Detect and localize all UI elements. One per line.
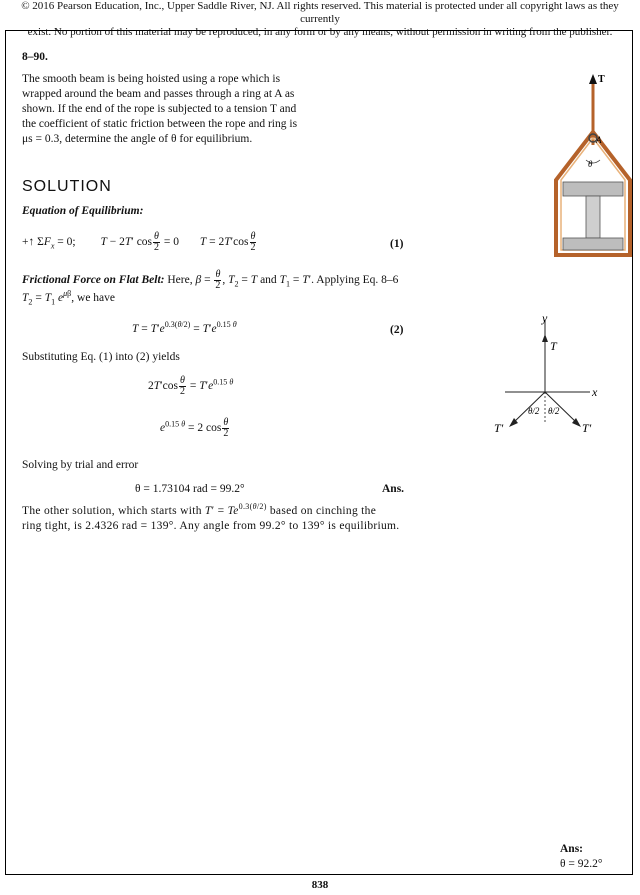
page-number: 838 [311,879,329,891]
beam-figure [548,70,638,260]
figure-label-theta: θ [588,159,593,169]
equation-1: +↑ $\Sigma F_x = 0$; T − 2T′ cos $\frac{\theta}{2}$ = 0 T = 2T′cos $\frac{\theta}{2}$ [22,231,256,253]
substitution-text: Substituting Eq. (1) into (2) yields [22,351,180,363]
figure-label-A: A [596,135,602,145]
answer-tag: Ans. [382,483,405,495]
problem-line-5: μs = 0.3, determine the angle of θ for equilibrium. [22,133,253,145]
problem-line-3: shown. If the end of the rope is subjected to a tension T and [22,103,297,115]
other-solution-paragraph: The other solution, which starts with $T' = Te^{0.3(\theta/2)}$ based on cinching the ring tight, is 2.4326 rad = 139°. Any angle from 99.2° to 139° is equilibrium. [22,502,400,532]
answer-label: Ans: [560,843,584,855]
fbd-T-arrow [542,334,548,392]
equation-1-number: (1) [390,238,404,250]
fbd-half-angle-right: θ/2 [548,406,560,416]
copyright-line-2: exist. No portion of this material may be reproduced, in any form or by any means, without permission in writing from the publisher. [27,26,613,38]
equilibrium-heading: Equation of Equilibrium: [22,205,144,217]
figure-label-T: T [598,74,605,85]
fbd-T-label: T [550,339,557,353]
fbd-left-arrow [509,392,545,427]
equation-substituted: 2T′cos $\frac{\theta}{2}$ = $T'e^{0.15 \theta}$ [148,375,234,397]
fbd-x-label: x [592,385,598,399]
result-equation: θ = 1.73104 rad = 99.2° [135,483,245,495]
trial-text: Solving by trial and error [22,459,139,471]
answer-value: θ = 92.2° [560,858,603,870]
fbd-half-angle-left: θ/2 [528,406,540,416]
problem-number: 8–90. [22,51,48,63]
equation-2: $T = T'e^{0.3(\theta/2)} = T'e^{0.15 \theta}$ [132,320,237,335]
problem-statement [22,72,312,147]
copyright-line-1: © 2016 Pearson Education, Inc., Upper Saddle River, NJ. All rights reserved. This material is protected under all copyright laws as they currently [21,0,619,25]
problem-line-1: The smooth beam is being hoisted using a rope which is [22,73,281,85]
fbd-left-T-prime: T′ [494,421,504,435]
problem-line-2: wrapped around the beam and passes through a ring at A as [22,88,295,100]
answer-box [560,842,602,872]
i-beam [563,182,623,250]
free-body-diagram [490,310,620,440]
friction-paragraph: Frictional Force on Flat Belt: Here, β = $\frac{\theta}{2}$ , $T_2 = T$ and $T_1 = T'$. Applying Eq. 8–6 $T_2 = T_1$ $e^{\mu\beta}$, we have [22,269,399,307]
fbd-right-T-prime: T′ [582,421,592,435]
fbd-y-label: y [542,311,548,325]
equation-2-number: (2) [390,324,404,336]
solution-heading: SOLUTION [22,178,112,195]
problem-line-4: the coefficient of static friction between the rope and ring is [22,118,298,130]
equation-reduced: $e^{0.15 \theta} = 2$ cos $\frac{\theta}{2}$ [160,417,229,439]
friction-heading: Frictional Force on Flat Belt: [22,274,165,287]
page-frame [5,30,633,875]
